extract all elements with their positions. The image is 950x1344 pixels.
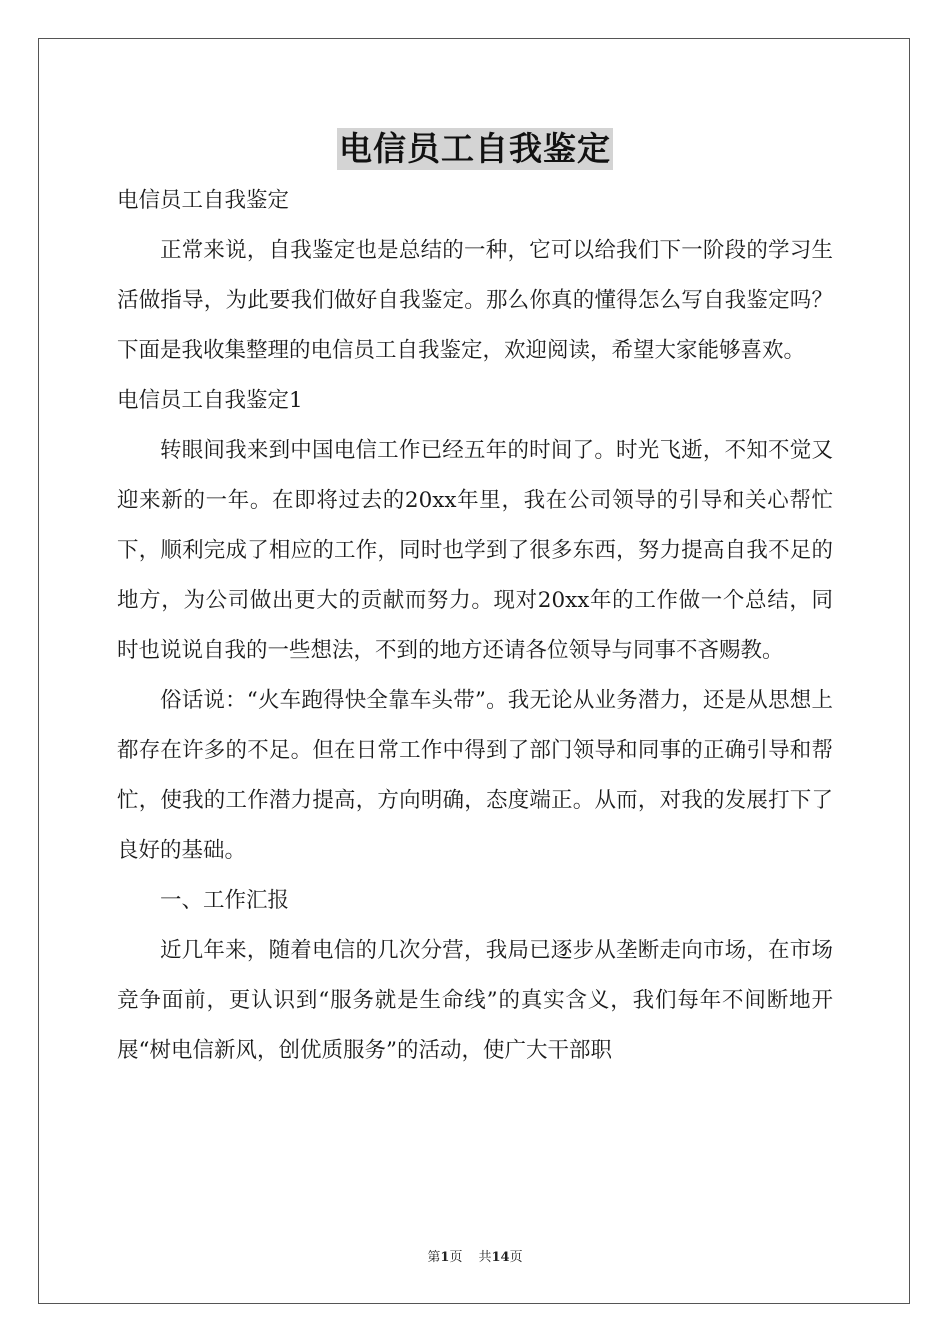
- document-title: 电信员工自我鉴定: [339, 129, 611, 168]
- total-suffix: 页: [509, 1250, 523, 1265]
- page-footer: [0, 1246, 950, 1265]
- current-page-number: 1: [440, 1250, 450, 1265]
- total-prefix: 共: [478, 1250, 492, 1265]
- paragraph-intro: 正常来说，自我鉴定也是总结的一种，它可以给我们下一阶段的学习生活做指导，为此要我们做好自我鉴定。那么你真的懂得怎么写自我鉴定吗？下面是我收集整理的电信员工自我鉴定，欢迎阅读，希望大家能够喜欢。: [117, 238, 833, 363]
- section-heading-1: 电信员工自我鉴定1: [117, 388, 303, 413]
- paragraph: 俗话说：“火车跑得快全靠车头带”。我无论从业务潜力，还是从思想上都存在许多的不足。但在日常工作中得到了部门领导和同事的正确引导和帮忙，使我的工作潜力提高，方向明确，态度端正。从而，对我的发展打下了良好的基础。: [117, 688, 833, 863]
- paragraph: 近几年来，随着电信的几次分营，我局已逐步从垄断走向市场，在市场竞争面前，更认识到“服务就是生命线”的真实含义，我们每年不间断地开展“树电信新风，创优质服务”的活动，使广大干部职: [117, 938, 833, 1063]
- title-container: [0, 128, 950, 170]
- subheading-work-report: 一、工作汇报: [160, 888, 290, 913]
- paragraph-heading: 电信员工自我鉴定: [117, 188, 290, 213]
- page-suffix: 页: [449, 1250, 463, 1265]
- page-prefix: 第: [427, 1250, 441, 1265]
- document-body: [117, 176, 833, 1076]
- total-page-count: 14: [491, 1250, 510, 1265]
- paragraph: 转眼间我来到中国电信工作已经五年的时间了。时光飞逝，不知不觉又迎来新的一年。在即将过去的20xx年里，我在公司领导的引导和关心帮忙下，顺利完成了相应的工作，同时也学到了很多东西，努力提高自我不足的地方，为公司做出更大的贡献而努力。现对20xx年的工作做一个总结，同时也说说自我的一些想法，不到的地方还请各位领导与同事不吝赐教。: [117, 438, 833, 663]
